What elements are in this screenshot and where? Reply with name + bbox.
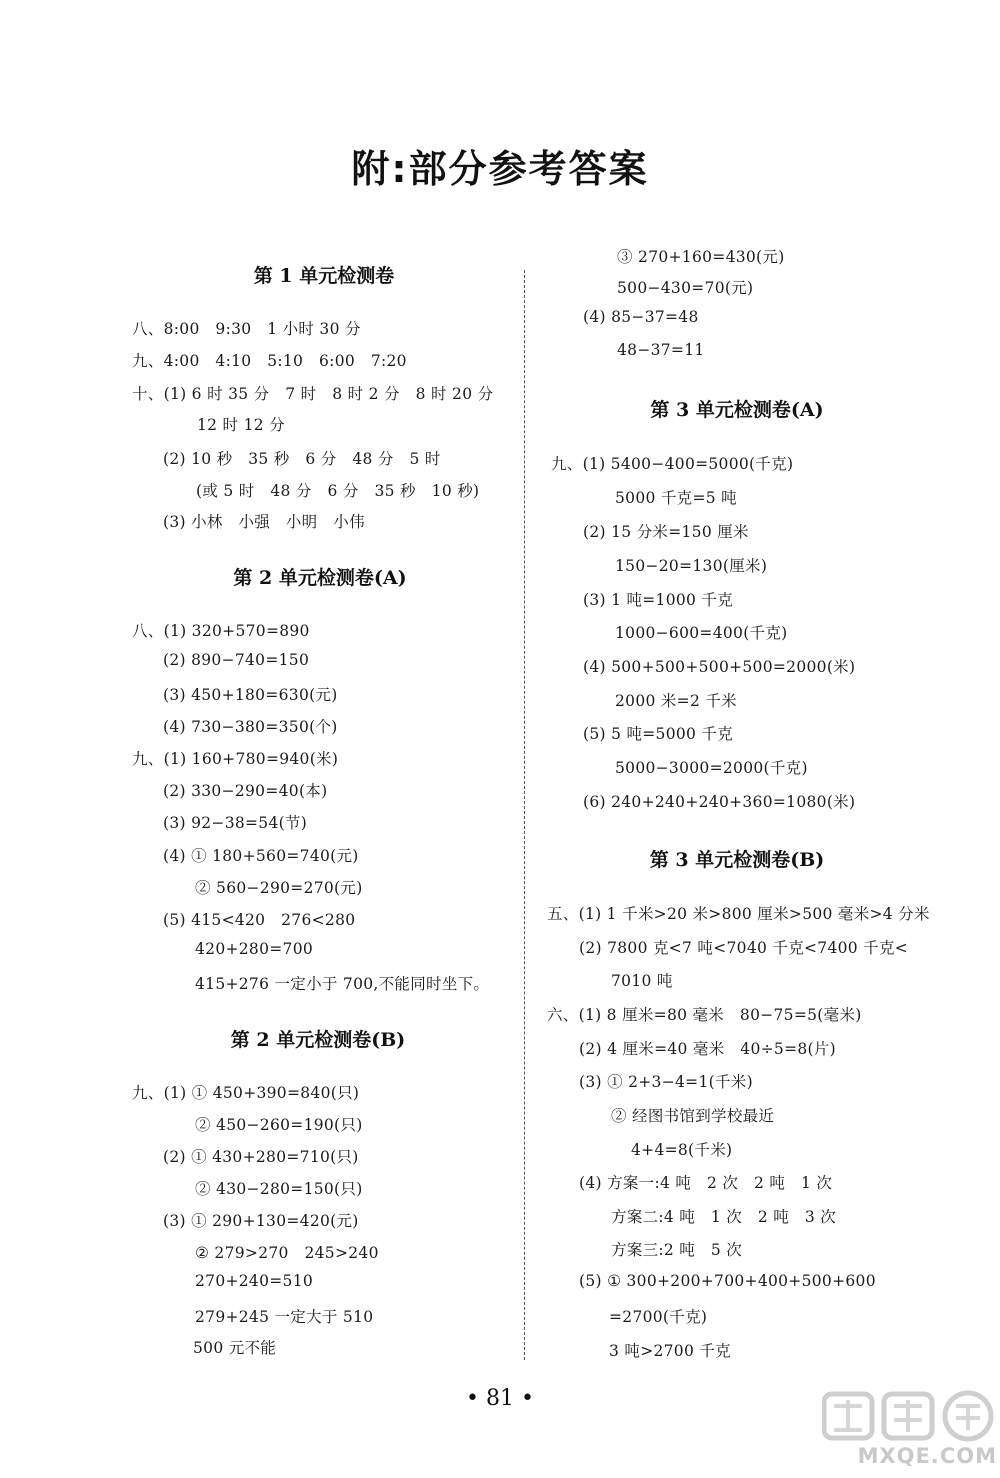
- answer-line: ② 279>270 245>240: [195, 1244, 379, 1262]
- answer-line: (6) 240+240+240+360=1080(米): [583, 793, 856, 811]
- answer-line: 五、(1) 1 千米>20 米>800 厘米>500 毫米>4 分米: [547, 905, 930, 923]
- answer-line: (3) 92−38=54(节): [163, 814, 308, 832]
- answer-line: ② 560−290=270(元): [195, 879, 363, 897]
- answer-line: 九、(1) 160+780=940(米): [132, 750, 339, 768]
- answer-line: 方案二:4 吨 1 次 2 吨 3 次: [611, 1208, 837, 1226]
- section-heading-unit3b: 第 3 单元检测卷(B): [649, 849, 825, 871]
- answer-line: (3) 1 吨=1000 千克: [583, 591, 734, 609]
- answer-line: 九、(1) 5400−400=5000(千克): [551, 455, 794, 473]
- answer-line: (3) ① 2+3−4=1(千米): [579, 1073, 753, 1091]
- watermark-logo: [822, 1390, 997, 1470]
- answer-line: (2) 7800 克<7 吨<7040 千克<7400 千克<: [579, 939, 909, 957]
- answer-line: 12 时 12 分: [197, 416, 285, 434]
- answer-line: (3) 小林 小强 小明 小伟: [163, 513, 365, 531]
- answer-line: 八、(1) 320+570=890: [132, 622, 310, 640]
- answer-line: (2) 330−290=40(本): [163, 782, 328, 800]
- answer-line: (4) 730−380=350(个): [163, 718, 338, 736]
- answer-line: 270+240=510: [195, 1272, 314, 1290]
- answer-line: (3) ① 290+130=420(元): [163, 1212, 359, 1230]
- answer-line: (4) 方案一:4 吨 2 次 2 吨 1 次: [579, 1174, 833, 1192]
- answer-line: 方案三:2 吨 5 次: [611, 1241, 743, 1259]
- section-heading-unit3a: 第 3 单元检测卷(A): [650, 399, 824, 421]
- answer-line: 48−37=11: [617, 341, 705, 359]
- answer-line: 六、(1) 8 厘米=80 毫米 80−75=5(毫米): [547, 1006, 862, 1024]
- column-divider: [524, 270, 525, 1360]
- answer-line: 500−430=70(元): [617, 279, 754, 297]
- answer-line: (4) 85−37=48: [583, 308, 699, 326]
- answer-line: 5000−3000=2000(千克): [615, 759, 808, 777]
- answer-line: (2) 10 秒 35 秒 6 分 48 分 5 时: [163, 450, 441, 468]
- answer-line: 八、8:00 9:30 1 小时 30 分: [132, 320, 361, 338]
- answer-line: (3) 450+180=630(元): [163, 686, 338, 704]
- answer-line: 420+280=700: [195, 940, 314, 958]
- page-number: • 81 •: [466, 1386, 534, 1411]
- answer-line: ② 430−280=150(只): [195, 1180, 363, 1198]
- answer-line: (2) 890−740=150: [163, 651, 310, 669]
- answer-line: 3 吨>2700 千克: [609, 1342, 731, 1360]
- page-title: 附:部分参考答案: [351, 147, 649, 191]
- section-heading-unit2b: 第 2 单元检测卷(B): [230, 1029, 406, 1051]
- answer-line: 九、(1) ① 450+390=840(只): [132, 1084, 360, 1102]
- answer-line: ③ 270+160=430(元): [617, 248, 785, 266]
- answer-line: 5000 千克=5 吨: [615, 489, 737, 507]
- answer-line: (5) 5 吨=5000 千克: [583, 725, 734, 743]
- answer-line: (5) 415<420 276<280: [163, 911, 356, 929]
- answer-line: ② 450−260=190(只): [195, 1116, 363, 1134]
- answer-line: =2700(千克): [609, 1308, 708, 1326]
- answer-line: 500 元不能: [193, 1339, 277, 1357]
- answer-line: 4+4=8(千米): [631, 1141, 733, 1159]
- answer-line: (2) 15 分米=150 厘米: [583, 523, 749, 541]
- answer-line: 150−20=130(厘米): [615, 557, 768, 575]
- section-heading-unit2a: 第 2 单元检测卷(A): [233, 567, 407, 589]
- answer-line: 7010 吨: [611, 972, 673, 990]
- answer-line: (4) ① 180+560=740(元): [163, 847, 359, 865]
- answer-line: (5) ① 300+200+700+400+500+600: [579, 1272, 876, 1290]
- answer-line: ② 经图书馆到学校最近: [611, 1107, 775, 1125]
- answer-line: 九、4:00 4:10 5:10 6:00 7:20: [132, 352, 407, 370]
- watermark-text: MXQE.COM: [857, 1444, 997, 1468]
- answer-line: (2) 4 厘米=40 毫米 40÷5=8(片): [579, 1040, 837, 1058]
- answer-line: (或 5 时 48 分 6 分 35 秒 10 秒): [196, 482, 480, 500]
- answer-line: 2000 米=2 千米: [615, 692, 737, 710]
- answer-line: 十、(1) 6 时 35 分 7 时 8 时 2 分 8 时 20 分: [132, 385, 494, 403]
- section-heading-unit1: 第 1 单元检测卷: [253, 265, 395, 287]
- answer-line: (2) ① 430+280=710(只): [163, 1148, 359, 1166]
- watermark-icon: [822, 1390, 997, 1442]
- answer-line: 1000−600=400(千克): [615, 624, 788, 642]
- answer-line: (4) 500+500+500+500=2000(米): [583, 658, 856, 676]
- answer-line: 279+245 一定大于 510: [195, 1308, 374, 1326]
- answer-line: 415+276 一定小于 700,不能同时坐下。: [195, 975, 490, 993]
